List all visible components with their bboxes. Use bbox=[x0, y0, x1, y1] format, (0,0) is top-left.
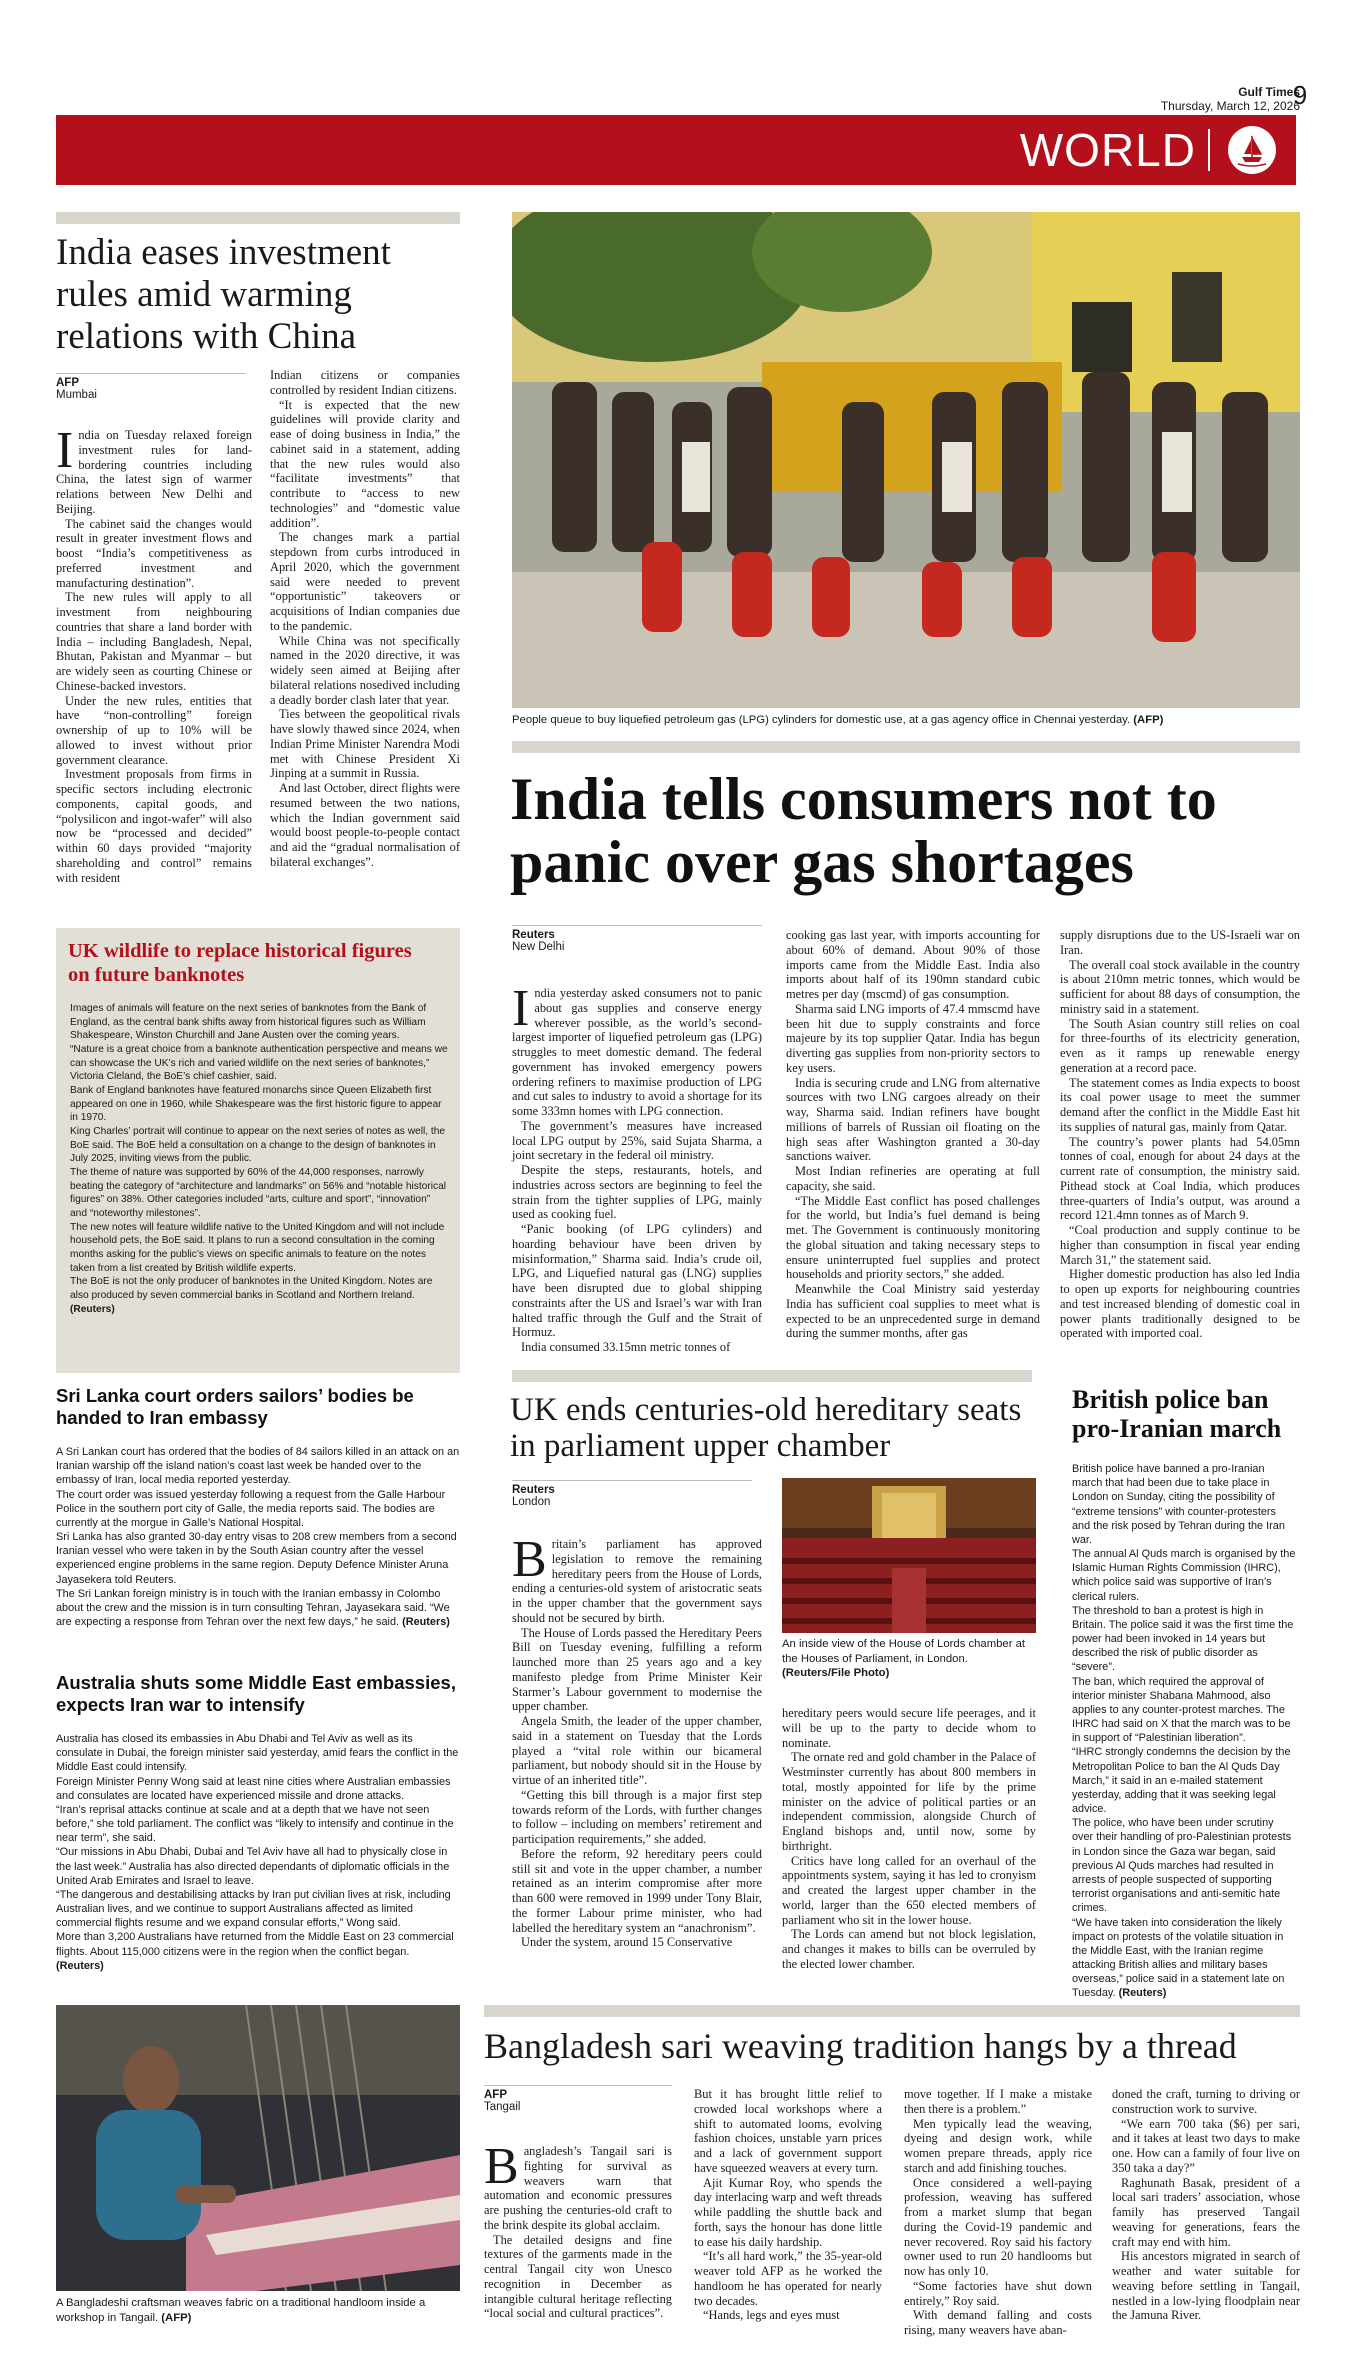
byline: AFP Mumbai bbox=[56, 373, 246, 401]
byline: AFP Tangail bbox=[484, 2085, 672, 2113]
byline: Reuters London bbox=[512, 1480, 752, 1508]
gas-story-col1: India yesterday asked consumers not to panic about gas supplies and conserve energy wherever possible, as the world’s second-largest importer of liquefied petroleum gas (LPG) struggles to meet domestic demand. The federal government has invoked emergency powers ordering refiners to maximise production of LPG and cut sales to industry to avoid a shortage for its some 333mn homes with LPG connection. The government’s measures have increased local LPG output by 25%, said Sujata Sharma, a joint secretary in the federal oil ministry. Despite the steps, restaurants, hotels, and industries across sectors are beginning to feel the strain from the tighter supplies of LPG, mainly used as cooking fuel. “Panic booking (of LPG cylinders) and hoarding behaviour have been driven by misinformation,” Sharma said. India’s crude oil, LPG, and Liquefied natural gas (LNG) supplies have been disrupted due to global shipping constraints after the US and Israel’s war with Iran halted traffic through the Gulf and the Strait of Hormuz. India consumed 33.15mn metric tonnes of bbox=[512, 980, 762, 1354]
headline-uk-banknotes: UK wildlife to replace historical figures on future banknotes bbox=[68, 940, 412, 986]
lords-story-col1: Britain’s parliament has approved legislation to remove the remaining hereditary peers from the House of Lords, ending a centuries-old system of aristocratic seats in the upper chamber that the government says should not be secured by birth. The House of Lords passed the Hereditary Peers Bill on Tuesday evening, fulfilling a reform launched more than 25 years ago and a key manifesto pledge from Prime Minister Keir Starmer’s Labour government to modernise the upper chamber. Angela Smith, the leader of the upper chamber, said in a statement on Tuesday that the Lords played a “vital role within our bicameral parliament, but nobody should sit in the House by virtue of an inherited title”. “Getting this bill through is a major first step towards reform of the Lords, with further changes to follow – including on members’ retirement and participation requirements,” she added. Before the reform, 92 hereditary peers could still sit and vote in the upper chamber, a number retained as an interim compromise after more than 600 were removed in 1999 under Tony Blair, the former Labour prime minister, who had labelled the hereditary system an “anachronism”. Under the system, around 15 Conservative bbox=[512, 1531, 762, 1950]
paper-name: Gulf Times bbox=[1238, 85, 1300, 99]
headline-gas-shortages: India tells consumers not to panic over gas shortages bbox=[510, 766, 1217, 895]
sari-story-col3: move together. If I make a mistake then there is a problem.” Men typically lead the weaving, dyeing and design work, while women prepare threads, apply rice starch and add finishing touches. Once considered a well-paying profession, weaving has suffered from a market slump that began during the Covid-19 pandemic and never recovered. Roy said his factory owner used to run 20 handlooms but now has only 10. “Some factories have shut down entirely,” Roy said. With demand falling and costs rising, many weavers have aban- bbox=[904, 2087, 1092, 2337]
lpg-photo-caption: People queue to buy liquefied petroleum gas (LPG) cylinders for domestic use, at a gas agency office in Chennai yesterday. (AFP) bbox=[512, 714, 1164, 726]
banknotes-box bbox=[56, 928, 460, 1373]
headline-sri-lanka: Sri Lanka court orders sailors’ bodies be handed to Iran embassy bbox=[56, 1385, 414, 1429]
dhow-icon bbox=[1228, 126, 1276, 174]
sari-story-col4: doned the craft, turning to driving or construction work to survive. “We earn 700 taka ($6) per sari, and it takes at least two days to make one. How can a family of four live on 350 taka a day?” Raghunath Basak, president of a local sari traders’ association, whose family has preserved Tangail weaving for generations, fears the craft may end with him. His ancestors migrated in search of weather and water suitable for weaving before settling in Tangail, nestled in a low-lying floodplain near the Jamuna River. bbox=[1112, 2087, 1300, 2323]
headline-uk-hereditary-seats: UK ends centuries-old hereditary seats in parliament upper chamber bbox=[510, 1392, 1022, 1465]
gas-story-col2: cooking gas last year, with imports accounting for about 60% of demand. About 90% of those imports came from the Middle East. India also imports about half of its 190mn standard cubic metres per day (mscmd) of gas consumption. Sharma said LNG imports of 47.4 mmscmd have been hit due to supply constraints and force majeure by its top supplier Qatar. India has begun diverting gas supplies from non-priority sectors to key users. India is securing crude and LNG from alternative sources with two LNG cargoes already on their way, Sharma said. Indian refiners have bought millions of barrels of Russian oil floating on the high seas after Washington granted a 30-day sanctions waiver. Most Indian refineries are operating at full capacity, she said. “The Middle East conflict has posed challenges for the world, but India’s fuel demand is being met. The Government is continuously monitoring the global situation and taking necessary steps to ensure uninterrupted fuel supplies and protect households and priority sectors,” she added. Meanwhile the Coal Ministry said yesterday India has sufficient coal supplies to meet what is expected to be an unprecedented surge in demand during the summer months, after gas bbox=[786, 928, 1040, 1341]
headline-police-ban: British police ban pro-Iranian march bbox=[1072, 1385, 1282, 1444]
china-story-col2: Indian citizens or companies controlled by resident Indian citizens. “It is expected that the new guidelines will provide clarity and ease of doing business in India,” the cabinet said in a statement, adding that the new rules would also “facilitate investments” that contribute to “access to new technologies” and “domestic value addition”. The changes mark a partial stepdown from curbs introduced in April 2020, which the government said were needed to prevent “opportunistic” takeovers or acquisitions of Indian companies due to the pandemic. While China was not specifically named in the 2020 directive, it was widely seen aimed at Beijing after bilateral relations nosedived including a deadly border clash later that year. Ties between the geopolitical rivals have slowly thawed since 2024, when Indian Prime Minister Narendra Modi met with Chinese President Xi Jinping at a summit in Russia. And last October, direct flights were resumed between the two nations, which the Indian government said would boost people-to-people contact and aid the “gradual normalisation of bilateral exchanges”. bbox=[270, 368, 460, 869]
byline: Reuters New Delhi bbox=[512, 925, 762, 953]
sari-photo-caption: A Bangladeshi craftsman weaves fabric on a traditional handloom inside a workshop in Tangail. (AFP) bbox=[56, 2297, 426, 2324]
headline-china-investment: India eases investment rules amid warming relations with China bbox=[56, 232, 391, 357]
lpg-queue-photo bbox=[512, 212, 1300, 708]
australia-body: Australia has closed its embassies in Abu Dhabi and Tel Aviv as well as its consulate in Dubai, the foreign minister said yesterday, amid fears the conflict in the Middle East could intensify. Foreign Minister Penny Wong said at least nine cities where Australian embassies and consulates are located have experienced missile and drone attacks. “Iran’s reprisal attacks continue at scale and at a depth that we have not seen before,” she told parliament. The conflict was “likely to intensify and continue in the near term”, she said. “Our missions in Abu Dhabi, Dubai and Tel Aviv have all had to physically close in the last week.” Australia has also directed dependants of diplomatic officials in the United Arab Emirates and Israel to leave. “The dangerous and destabilising attacks by Iran put civilian lives at risk, including Australian lives, and we continue to support Australians affected as limited commercial flights resume and we expand consular efforts,” Wong said. More than 3,200 Australians have returned from the Middle East on 23 commercial flights. About 115,000 citizens were in the region when the conflict began. (Reuters) bbox=[56, 1733, 459, 1972]
sari-weaver-photo bbox=[56, 2005, 460, 2291]
issue-date: Thursday, March 12, 2026 bbox=[1160, 99, 1300, 113]
section-banner bbox=[56, 115, 1296, 185]
headline-bangladesh-sari: Bangladesh sari weaving tradition hangs by a thread bbox=[484, 2026, 1237, 2066]
headline-australia: Australia shuts some Middle East embassies, expects Iran war to intensify bbox=[56, 1672, 456, 1716]
gulf-times-logo bbox=[1228, 126, 1276, 174]
lords-story-col2: hereditary peers would secure life peerages, and it will be up to the party to decide whom to nominate. The ornate red and gold chamber in the Palace of Westminster currently has about 800 members in total, mostly appointed for life by the prime minister on the advice of political parties or an independent commission, alongside Church of England bishops and, until now, some by birthright. Critics have long called for an overhaul of the appointments system, saying it has led to cronyism and created the largest upper chamber in the world, larger than the 650 elected members of parliament who sit in the lower house. The Lords can amend but not block legislation, and changes it makes to bills can be overruled by the elected lower chamber. bbox=[782, 1706, 1036, 1971]
house-of-lords-photo bbox=[782, 1478, 1036, 1633]
gas-story-col3: supply disruptions due to the US-Israeli war on Iran. The overall coal stock available in the country is about 210mn metric tonnes, which would be sufficient for about 88 days of consumption, the ministry said in a statement. The South Asian country still relies on coal for three-fourths of its electricity generation, even as it ramps up renewable energy generation at a record pace. The statement comes as India expects to boost its coal power usage to meet the summer demand after the conflict in the Middle East hit its supplies of natural gas, mainly from Qatar. The country’s power plants had 54.05mn tonnes of coal, enough for about 24 days at the current rate of consumption, the ministry said. Pithead stock at Coal India, which produces three-quarters of India’s output, was around a record 121.4mn tonnes as of March 9. “Coal production and supply continue to be higher than consumption in fiscal year ending March 31,” the statement said. Higher domestic production has also led India to open up exports for neighbouring countries and test increased blending of domestic coal in power plants traditionally designed to be operated with imported coal. bbox=[1060, 928, 1300, 1341]
page-number: 9 bbox=[1292, 80, 1308, 110]
sari-story-col1: Bangladesh’s Tangail sari is fighting for survival as weavers warn that automation and economic pressures are pushing the centuries-old craft to the brink despite its global acclaim. The detailed designs and fine textures of the garments made in the central Tangail city won Unesco recognition in December as intangible cultural heritage reflecting “local social and cultural practices”. bbox=[484, 2138, 672, 2321]
banknotes-body: Images of animals will feature on the next series of banknotes from the Bank of England, as the central bank shifts away from historical figures such as William Shakespeare, Winston Churchill and Jane Austen over the coming years. “Nature is a great choice from a banknote authentication perspective and means we can showcase the UK’s rich and varied wildlife on the next series of banknotes,” Victoria Cleland, the BoE’s chief cashier, said. Bank of England banknotes have featured monarchs since Queen Elizabeth first appeared on one in 1960, while Shakespeare was the first historic figure to appear in 1970. King Charles’ portrait will continue to appear on the next series of notes as well, the BoE said. The BoE held a consultation on a change to the design of banknotes in July 2025, inviting views from the public. The theme of nature was supported by 60% of the 44,000 responses, narrowly beating the category of “architecture and landmarks” on 56% and “notable historical figures” on 38%. Other categories included “arts, culture and sport”, “innovation” and “noteworthy milestones”. The new notes will feature wildlife native to the United Kingdom and will not include household pets, the BoE said. It plans to run a second consultation in the coming months asking for the public’s views on specific animals to feature on the notes taken from a list created by British wildlife experts. The BoE is not the only producer of banknotes in the United Kingdom. Notes are also produced by seven commercial banks in Scotland and Northern Ireland. (Reuters) bbox=[70, 1003, 448, 1315]
section-title: WORLD bbox=[1019, 124, 1196, 176]
police-body: British police have banned a pro-Iranian march that had been due to take place in London on Sunday, citing the possibility of “extreme tensions” with counter-protesters and the risk posed by Tehran during the Iran war. The annual Al Quds march is organised by the Islamic Human Rights Commission (IHRC), which police said was supportive of Iran’s clerical rulers. The threshold to ban a protest is high in Britain. The police said it was the first time the power had been invoked in 14 years but described the risk of public disorder as “severe”. The ban, which required the approval of interior minister Shabana Mahmood, also applies to any counter-protest marches. The IHRC had said on X that the march was to be in support of “Palestinian liberation”. “IHRC strongly condemns the decision by the Metropolitan Police to ban the Al Quds Day March,” it said in an e-mailed statement yesterday, adding that it was seeking legal advice. The police, who have been under scrutiny over their handling of pro-Palestinian protests in London since the Gaza war began, said previous Al Quds marches had resulted in arrests of people suspected of supporting terrorist organisations and anti-semitic hate crimes. “We have taken into consideration the likely impact on protests of the volatile situation in the Middle East, with the Iranian regime attacking British allies and military bases overseas,” police said in a statement late on Tuesday. (Reuters) bbox=[1072, 1463, 1296, 2000]
china-story-col1: India on Tuesday relaxed foreign investment rules for land-bordering countries including China, the latest sign of warmer relations between New Delhi and Beijing. The cabinet said the changes would result in greater investment flows and boost “India’s competitiveness as preferred investment and manufacturing destination”. The new rules will apply to all investment from neighbouring countries that share a land border with India – including Bangladesh, Nepal, Bhutan, Pakistan and Myanmar – but are widely seen as courting Chinese or Chinese-backed investors. Under the new rules, entities that have “non-controlling” foreign ownership of up to 10% will be allowed to invest without prior government clearance. Investment proposals from firms in specific sectors including electronic components, capital goods, and “polysilicon and ingot-wafer” will also now be “processed and decided” within 60 days provided “majority shareholding and control” remains with resident bbox=[56, 422, 252, 885]
sari-story-col2: But it has brought little relief to crowded local workshops where a shift to automated looms, evolving fashion choices, unstable yarn prices and a lack of government support have squeezed weavers at every turn. Ajit Kumar Roy, who spends the day interlacing warp and weft threads while paddling the shuttle back and forth, says the honour has done little to ease his daily hardship. “It’s all hard work,” the 35-year-old weaver told AFP as he worked the handloom he has operated for nearly two decades. “Hands, legs and eyes must bbox=[694, 2087, 882, 2323]
lords-photo-caption: An inside view of the House of Lords chamber at the Houses of Parliament, in London. (Reuters/File Photo) bbox=[782, 1638, 1026, 1680]
srilanka-body: A Sri Lankan court has ordered that the bodies of 84 sailors killed in an attack on an Iranian warship off the island nation’s coast last week be handed over to the embassy of Iran, local media reported yesterday. The court order was issued yesterday following a request from the Galle Harbour Police in the southern port city of Galle, the media reports said. The bodies are currently at the morgue in Galle’s National Hospital. Sri Lanka has also granted 30-day entry visas to 208 crew members from a second Iranian vessel who were taken in by the South Asian country after the vessel experienced engine problems in the same region. Deputy Defence Minister Aruna Jayasekera told Reuters. The Sri Lankan foreign ministry is in touch with the Iranian embassy in Colombo about the crew and the mission is in turn consulting Tehran, Jayasekara said. “We are expecting a response from Tehran over the next few days,” he said. (Reuters) bbox=[56, 1446, 460, 1629]
